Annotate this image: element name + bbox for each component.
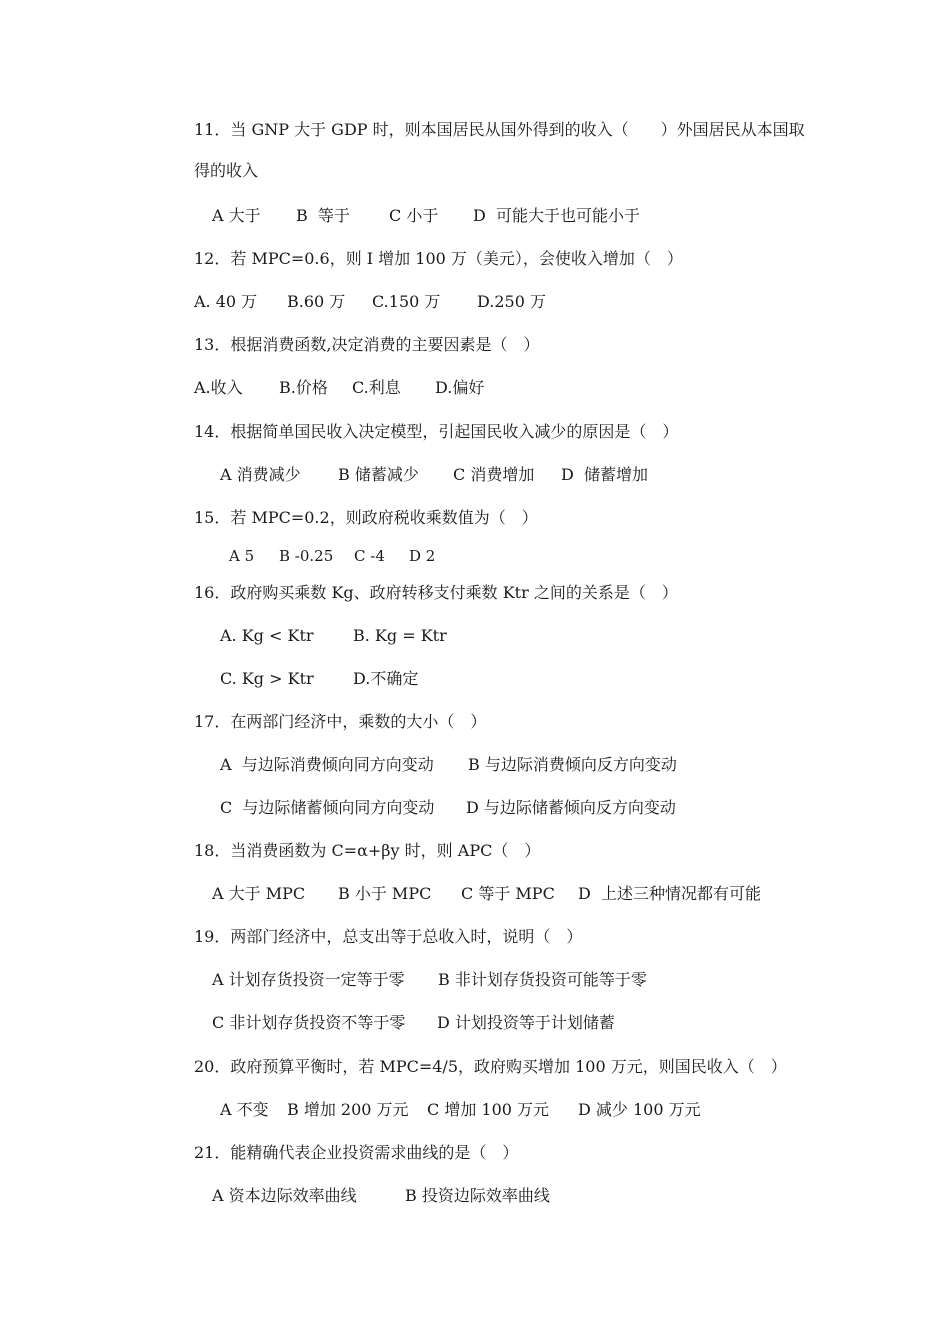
question-13-option-c: C.利息 [352, 378, 401, 397]
question-13-option-b: B.价格 [279, 378, 328, 397]
question-11-option-d: D 可能大于也可能小于 [473, 206, 641, 225]
question-11-option-a: A 大于 [212, 206, 261, 225]
question-18-option-d: D 上述三种情况都有可能 [578, 884, 762, 903]
question-12-option-b: B.60 万 [287, 292, 346, 311]
question-20-stem: 20．政府预算平衡时，若 MPC=4/5，政府购买增加 100 万元，则国民收入（ ） [194, 1057, 787, 1076]
question-11-option-c: C 小于 [389, 206, 439, 225]
question-18-stem: 18．当消费函数为 C=α+βy 时，则 APC（ ） [194, 841, 541, 860]
question-12-stem: 12．若 MPC=0.6，则 I 增加 100 万（美元），会使收入增加（ ） [194, 249, 683, 268]
question-20-option-d: D 减少 100 万元 [578, 1100, 701, 1119]
question-20-option-b: B 增加 200 万元 [287, 1100, 409, 1119]
question-19-option-b: B 非计划存货投资可能等于零 [438, 970, 647, 989]
question-16-option-a: A. Kg < Ktr [220, 626, 314, 645]
question-13-stem: 13．根据消费函数,决定消费的主要因素是（ ） [194, 335, 540, 354]
question-20-option-a: A 不变 [220, 1100, 269, 1119]
question-16-option-c: C. Kg > Ktr [220, 669, 314, 688]
question-19-option-c: C 非计划存货投资不等于零 [212, 1013, 406, 1032]
question-11-stem-line2: 得的收入 [194, 161, 259, 180]
question-16-stem: 16．政府购买乘数 Kg、政府转移支付乘数 Ktr 之间的关系是（ ） [194, 583, 678, 602]
question-18-option-a: A 大于 MPC [212, 884, 306, 903]
question-11-option-b: B 等于 [296, 206, 350, 225]
question-18-option-c: C 等于 MPC [461, 884, 555, 903]
question-17-option-b: B 与边际消费倾向反方向变动 [468, 755, 677, 774]
question-13-option-d: D.偏好 [435, 378, 485, 397]
question-14-stem: 14．根据简单国民收入决定模型，引起国民收入减少的原因是（ ） [194, 422, 679, 441]
question-20-option-c: C 增加 100 万元 [427, 1100, 550, 1119]
question-15-option-c: C -4 [354, 547, 385, 565]
question-12-option-d: D.250 万 [477, 292, 546, 311]
question-16-option-b: B. Kg = Ktr [353, 626, 447, 645]
question-11-stem-line1: 11．当 GNP 大于 GDP 时，则本国居民从国外得到的收入（ ）外国居民从本国取 [194, 120, 805, 139]
question-19-option-a: A 计划存货投资一定等于零 [212, 970, 405, 989]
question-16-option-d: D.不确定 [353, 669, 419, 688]
question-21-option-b: B 投资边际效率曲线 [405, 1186, 550, 1205]
question-17-option-a: A 与边际消费倾向同方向变动 [220, 755, 434, 774]
question-15-option-b: B -0.25 [279, 547, 334, 565]
question-14-option-b: B 储蓄减少 [338, 465, 419, 484]
question-21-stem: 21．能精确代表企业投资需求曲线的是（ ） [194, 1143, 519, 1162]
question-12-option-c: C.150 万 [372, 292, 441, 311]
question-15-option-d: D 2 [409, 547, 436, 565]
question-19-stem: 19．两部门经济中，总支出等于总收入时，说明（ ） [194, 927, 583, 946]
question-14-option-a: A 消费减少 [220, 465, 301, 484]
question-14-option-d: D 储蓄增加 [561, 465, 649, 484]
question-19-option-d: D 计划投资等于计划储蓄 [437, 1013, 615, 1032]
question-21-option-a: A 资本边际效率曲线 [212, 1186, 357, 1205]
question-17-option-d: D 与边际储蓄倾向反方向变动 [466, 798, 676, 817]
question-17-stem: 17．在两部门经济中，乘数的大小（ ） [194, 712, 487, 731]
question-13-option-a: A.收入 [194, 378, 243, 397]
question-17-option-c: C 与边际储蓄倾向同方向变动 [220, 798, 435, 817]
question-18-option-b: B 小于 MPC [338, 884, 432, 903]
question-15-stem: 15．若 MPC=0.2，则政府税收乘数值为（ ） [194, 508, 538, 527]
question-15-option-a: A 5 [229, 547, 255, 565]
question-14-option-c: C 消费增加 [453, 465, 535, 484]
question-12-option-a: A. 40 万 [194, 292, 258, 311]
